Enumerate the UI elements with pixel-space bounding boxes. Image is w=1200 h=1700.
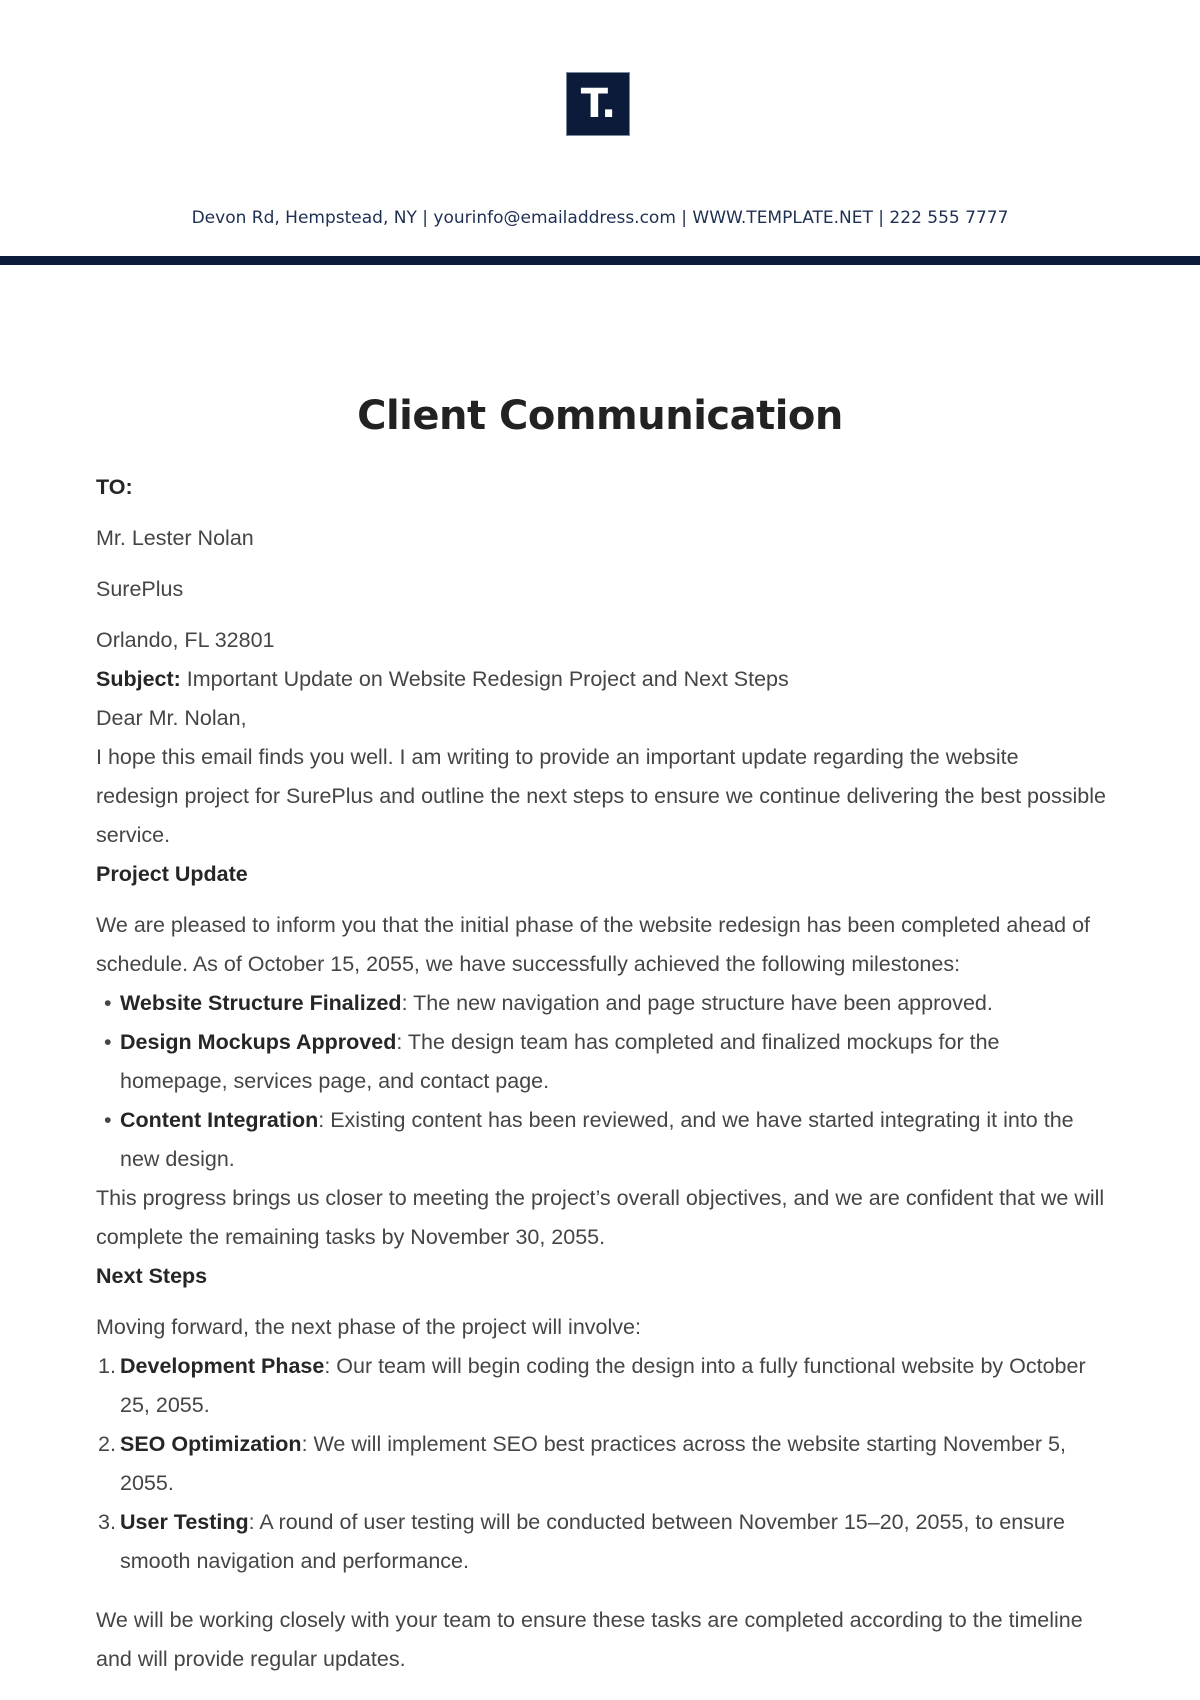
next-steps-heading: Next Steps — [96, 1264, 208, 1288]
subject-line — [96, 660, 1106, 699]
project-update-paragraph: We are pleased to inform you that the initial phase of the website redesign has been completed ahead of schedule. As of October 15, 2055, we have successfully achieved the following milestones: — [96, 913, 1091, 976]
recipient-company: SurePlus — [96, 577, 184, 601]
progress-paragraph: This progress brings us closer to meeting the project’s overall objectives, and we are confident that we will complete the remaining tasks by November 30, 2055. — [96, 1186, 1105, 1249]
logo-text: T. — [580, 81, 616, 127]
subject-text: Important Update on Website Redesign Project and Next Steps — [180, 667, 789, 691]
subject-label: Subject: — [96, 667, 181, 691]
contact-line: Devon Rd, Hempstead, NY | yourinfo@emailaddress.com | WWW.TEMPLATE.NET | 222 555 7777 — [191, 208, 1009, 228]
greeting: Dear Mr. Nolan, — [96, 706, 247, 730]
closing-paragraph: We will be working closely with your team to ensure these tasks are completed according to the timeline and will provide regular updates. — [96, 1608, 1083, 1671]
letterhead — [0, 0, 1200, 266]
list-item: 2. SEO Optimization: We will implement SEO best practices across the website starting November 5, 2055. — [98, 1432, 1066, 1495]
recipient-address: Orlando, FL 32801 — [96, 628, 275, 652]
logo-icon — [566, 72, 630, 136]
list-item: 3. User Testing: A round of user testing will be conducted between November 15–20, 2055, to ensure smooth navigation and performance. — [98, 1510, 1065, 1573]
next-steps-list — [96, 1347, 1106, 1581]
milestones-list — [96, 984, 1106, 1179]
letter-body — [96, 468, 1106, 1679]
document-title: Client Communication — [357, 393, 843, 439]
project-update-heading: Project Update — [96, 862, 248, 886]
list-item: • Content Integration: Existing content has been reviewed, and we have started integrating it into the new design. — [96, 1101, 1106, 1179]
to-label: TO: — [96, 475, 133, 499]
header-divider — [0, 256, 1200, 265]
list-item: • Website Structure Finalized: The new navigation and page structure have been approved. — [96, 984, 1106, 1023]
intro-paragraph: I hope this email finds you well. I am writing to provide an important update regarding the website redesign project for SurePlus and outline the next steps to ensure we continue delivering the best possible service. — [96, 745, 1106, 847]
recipient-name: Mr. Lester Nolan — [96, 526, 254, 550]
list-item: 1. Development Phase: Our team will begin coding the design into a fully functional website by October 25, 2055. — [98, 1354, 1086, 1417]
next-steps-intro: Moving forward, the next phase of the project will involve: — [96, 1315, 641, 1339]
list-item: • Design Mockups Approved: The design team has completed and finalized mockups for the homepage, services page, and contact page. — [96, 1023, 1106, 1101]
